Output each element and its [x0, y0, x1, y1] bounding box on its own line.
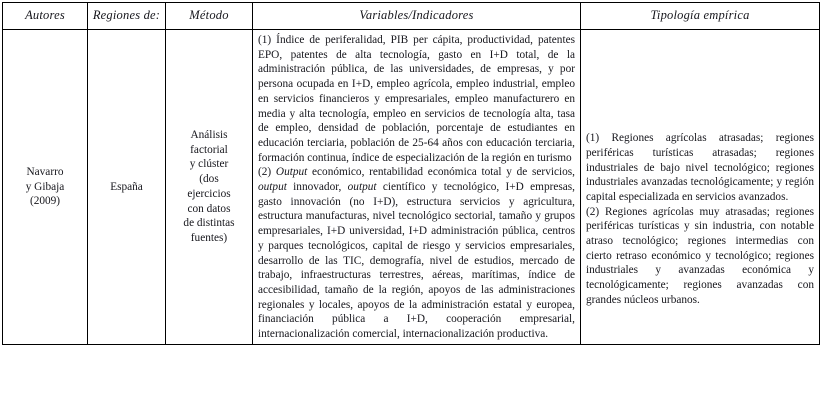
- metodo-line-1: Análisis: [190, 129, 228, 142]
- autores-value: [3, 165, 87, 208]
- metodo-line-8: fuentes): [190, 231, 228, 244]
- variables-emphasis-output-1: Output: [275, 166, 308, 179]
- variables-value: [253, 30, 580, 344]
- variables-p2-mid-1: económico, rentabilidad económica total y de servicios,: [307, 166, 576, 179]
- column-header-tipologia: [581, 3, 820, 30]
- cell-regiones: [88, 30, 166, 345]
- autores-line-3: (2009): [29, 195, 61, 208]
- column-header-autores: [3, 3, 88, 30]
- column-header-metodo: [166, 3, 253, 30]
- column-header-tipologia-label: Tipología empírica: [650, 8, 750, 23]
- tipologia-value: [581, 64, 819, 309]
- metodo-line-5: ejercicios: [187, 187, 231, 200]
- column-header-variables-label: Variables/Indicadores: [359, 8, 474, 23]
- column-header-metodo-label: Método: [189, 8, 229, 23]
- autores-line-2: y Gibaja: [25, 180, 65, 193]
- metodo-line-7: de distintas: [183, 217, 235, 230]
- variables-p2-rest: científico y tecnológico, I+D empresas, gasto innovación (no I+D), estructura servicios y agricultura, estructura manufacturas, nivel tecnológico sectorial, tamaño y grupos empresariales, I+D universidad, I+D administración pública, centros y parques tecnológicos, capital de riesgo y servicios empresariales, desarrollo de las TIC, demografía, nivel de estudios, mercado de trabajo, infraestructuras terrestres, aéreas, marítimas, índice de accesibilidad, tamaño de la región, apoyos de las administraciones regionales y locales, apoyos de la administración estatal y europea, financiación pública a I+D, cooperación empresarial, internacionalización comercial, internacionalización productiva.: [258, 181, 575, 341]
- variables-p2-prefix: (2): [258, 166, 276, 179]
- variables-paragraph-2: [258, 165, 575, 341]
- variables-emphasis-output-3: output: [347, 181, 377, 194]
- cell-variables: [253, 30, 581, 345]
- metodo-line-3: y clúster: [189, 158, 229, 171]
- table-row: [3, 30, 820, 345]
- variables-p2-mid-2: innovador,: [286, 181, 348, 194]
- table-body: [3, 30, 820, 345]
- column-header-regiones: [88, 3, 166, 30]
- column-header-variables: [253, 3, 581, 30]
- tipologia-paragraph-1: (1) Regiones agrícolas atrasadas; regiones periféricas turísticas atrasadas; regiones industriales de bajo nivel tecnológico; regiones industriales avanzadas tecnológicamente; y región capital especializada en servicios avanzados.: [586, 132, 814, 203]
- metodo-line-2: factorial: [190, 143, 228, 156]
- cell-autores: [3, 30, 88, 345]
- header-row: [3, 3, 820, 30]
- column-header-regiones-label: Regiones de:: [92, 8, 161, 23]
- metodo-line-6: con datos: [187, 202, 231, 215]
- regiones-value: España: [110, 180, 143, 193]
- column-header-autores-label: Autores: [25, 8, 65, 23]
- comparison-table: [2, 2, 820, 345]
- metodo-value: [166, 128, 252, 246]
- variables-emphasis-output-2: output: [258, 181, 287, 194]
- metodo-line-4: (dos: [199, 173, 219, 186]
- cell-tipologia: [581, 30, 820, 345]
- tipologia-paragraph-2: (2) Regiones agrícolas muy atrasadas; regiones periféricas turísticas y sin industria, con notable atraso tecnológico; regiones intermedias con cierto retraso económico y tecnológico; regiones industriales y avanzadas económica y tecnológicamente; regiones avanzadas con grandes núcleos urbanos.: [586, 205, 814, 306]
- autores-line-1: Navarro: [26, 166, 64, 179]
- table-header: [3, 3, 820, 30]
- cell-metodo: [166, 30, 253, 345]
- variables-paragraph-1: (1) Índice de periferalidad, PIB per cápita, productividad, patentes EPO, patentes de alta tecnología, gasto en I+D total, de la administración pública, de las universidades, de empresas, y por persona ocupada en I+D, empleo agrícola, empleo industrial, empleo en servicios financieros y empresariales, empleo manufacturero en media y alta tecnología, empleo en servicios de tecnología alta, tasa de empleo, densidad de población, porcentaje de estudiantes en educación terciaria, población de 25-64 años con educación terciaria, formación continua, índice de especialización de la región en turismo: [258, 34, 575, 164]
